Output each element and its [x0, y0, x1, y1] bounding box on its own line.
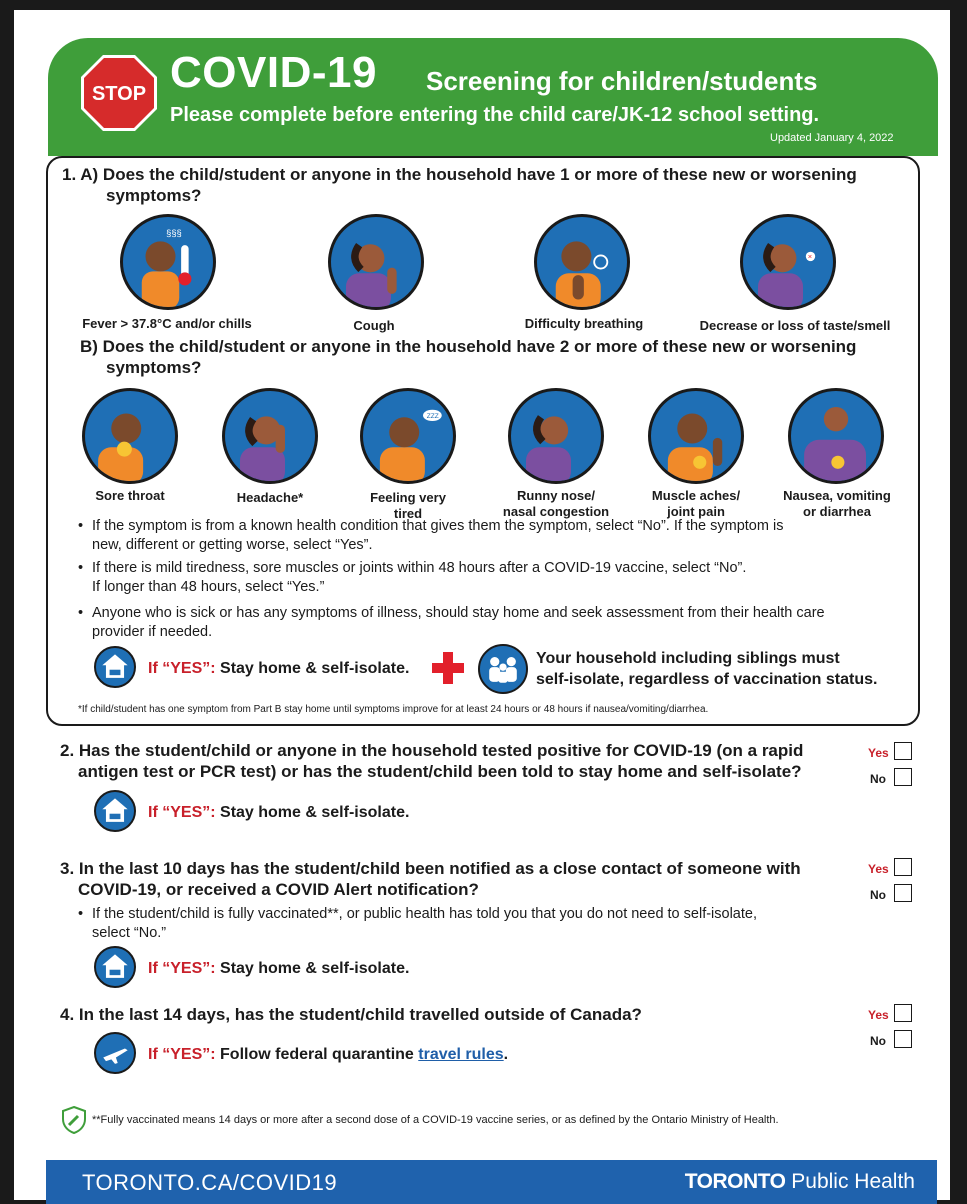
- guidance-bullet: • If there is mild tiredness, sore muscles or joints within 48 hours after a COVID-19 vaccine, select “No”. If longer than 48 hours, select “Yes.”: [78, 560, 747, 595]
- vaccine-shield-icon: [62, 1106, 86, 1134]
- plus-icon: [432, 652, 464, 684]
- headache-icon: [222, 388, 318, 484]
- symptom-b-label: Runny nose/ nasal congestion: [502, 488, 610, 519]
- page-title: COVID-19: [170, 48, 377, 97]
- symptom-b-label: Sore throat: [95, 488, 165, 503]
- svg-text:§§§: §§§: [166, 227, 182, 238]
- house-icon: [94, 790, 136, 832]
- screening-form: [14, 10, 950, 1200]
- stop-sign-icon: [80, 54, 158, 132]
- part-b-footnote: *If child/student has one symptom from Part B stay home until symptoms improve for at least 24 hours or 48 hours if nausea/vomiting/diarrhea.: [78, 704, 709, 715]
- q2-yes-checkbox[interactable]: [894, 742, 912, 760]
- q3-yes-checkbox[interactable]: [894, 858, 912, 876]
- fever-icon: [120, 214, 216, 310]
- q3-guidance-bullet: • If the student/child is fully vaccinated**, or public health has told you that you do not need to self-isolate, select “No.”: [78, 906, 757, 941]
- no-label: No: [870, 1034, 886, 1048]
- question-1b-cont: symptoms?: [106, 358, 202, 377]
- q2-no-checkbox[interactable]: [894, 768, 912, 786]
- question-3: 3. In the last 10 days has the student/child been notified as a close contact of someone with: [60, 859, 801, 878]
- q4-no-checkbox[interactable]: [894, 1030, 912, 1048]
- svg-text:ZZZ: ZZZ: [426, 413, 439, 421]
- instruction-text: Please complete before entering the child care/JK-12 school setting.: [170, 104, 820, 126]
- loss-of-taste-smell-icon: [740, 214, 836, 310]
- nausea-icon: [788, 388, 884, 484]
- sore-throat-icon: [82, 388, 178, 484]
- question-1b: B) Does the child/student or anyone in the household have 2 or more of these new or worsening: [80, 337, 857, 356]
- q1-if-yes-instruction: If “YES”: Stay home & self-isolate.: [148, 660, 410, 677]
- no-label: No: [870, 888, 886, 902]
- stop-text: STOP: [91, 83, 147, 105]
- footer-bar: [46, 1160, 937, 1204]
- q4-yes-checkbox[interactable]: [894, 1004, 912, 1022]
- q4-if-yes-instruction: If “YES”: Follow federal quarantine travel rules.: [148, 1046, 509, 1063]
- question-2: 2. Has the student/child or anyone in the household tested positive for COVID-19 (on a rapid: [60, 741, 804, 760]
- no-label: No: [870, 772, 886, 786]
- runny-nose-icon: [508, 388, 604, 484]
- page-subtitle: Screening for children/students: [426, 66, 818, 96]
- yes-label: Yes: [868, 862, 889, 876]
- guidance-bullet: • Anyone who is sick or has any symptoms of illness, should stay home and seek assessment from their health care provider if needed.: [78, 605, 825, 640]
- difficulty-breathing-icon: [534, 214, 630, 310]
- house-icon: [94, 946, 136, 988]
- symptom-b-label: Nausea, vomiting or diarrhea: [783, 488, 891, 519]
- question-1a-cont: symptoms?: [106, 186, 202, 205]
- question-4: 4. In the last 14 days, has the student/child travelled outside of Canada?: [60, 1005, 642, 1024]
- symptom-a-label: Cough: [353, 318, 395, 333]
- cough-icon: [328, 214, 424, 310]
- svg-text:×: ×: [807, 252, 813, 262]
- q3-no-checkbox[interactable]: [894, 884, 912, 902]
- updated-date: Updated January 4, 2022: [770, 132, 894, 144]
- muscle-aches-icon: [648, 388, 744, 484]
- question-3-cont: COVID-19, or received a COVID Alert notification?: [78, 880, 479, 899]
- symptom-b-label: Muscle aches/ joint pain: [651, 488, 741, 519]
- q3-if-yes-instruction: If “YES”: Stay home & self-isolate.: [148, 960, 410, 977]
- guidance-bullet: • If the symptom is from a known health condition that gives them the symptom, select “No”. If the symptom is new, different or getting worse, select “Yes”.: [78, 518, 784, 553]
- symptom-a-label: Difficulty breathing: [524, 316, 644, 331]
- yes-label: Yes: [868, 1008, 889, 1022]
- tired-icon: [360, 388, 456, 484]
- yes-label: Yes: [868, 746, 889, 760]
- symptom-a-label: Fever > 37.8°C and/or chills: [82, 316, 252, 331]
- vaccination-definition: **Fully vaccinated means 14 days or more after a second dose of a COVID-19 vaccine series, or as defined by the Ontario Ministry of Health.: [92, 1114, 779, 1126]
- house-icon: [94, 646, 136, 688]
- symptom-b-label: Headache*: [236, 490, 304, 505]
- q2-if-yes-instruction: If “YES”: Stay home & self-isolate.: [148, 804, 410, 821]
- symptom-b-label: Feeling very tired: [370, 490, 446, 521]
- household-note: Your household including siblings must self-isolate, regardless of vaccination status.: [536, 650, 878, 688]
- question-1a: 1. A) Does the child/student or anyone in the household have 1 or more of these new or worsening: [62, 165, 857, 184]
- footer-url[interactable]: TORONTO.CA/COVID19: [82, 1170, 338, 1195]
- toronto-public-health-logo: TORONTO Public Health: [684, 1170, 915, 1193]
- symptom-a-label: Decrease or loss of taste/smell: [699, 318, 891, 333]
- household-icon: [478, 644, 528, 694]
- question-2-cont: antigen test or PCR test) or has the student/child been told to stay home and self-isolate?: [78, 762, 802, 781]
- travel-rules-link[interactable]: travel rules: [418, 1046, 504, 1063]
- airplane-icon: [94, 1032, 136, 1074]
